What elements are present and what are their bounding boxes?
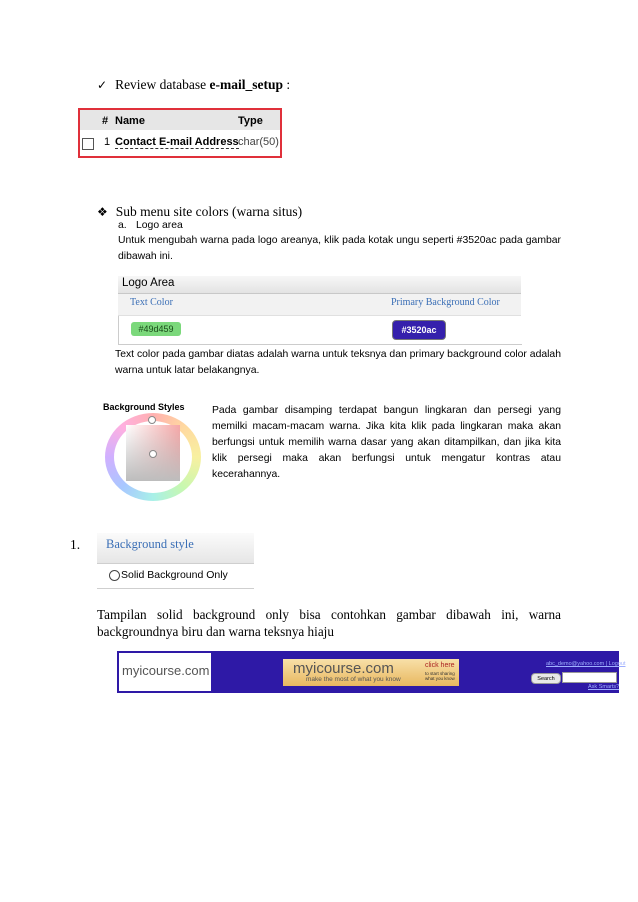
background-style-title: Background style — [106, 537, 194, 551]
solid-background-radio[interactable] — [109, 570, 120, 581]
text-color-swatch[interactable]: #49d459 — [131, 322, 181, 336]
background-styles-label: Background Styles — [103, 402, 185, 412]
ad-click-here[interactable]: click here — [425, 662, 455, 669]
bullet-review-suffix: : — [283, 77, 291, 92]
db-row-num: 1 — [104, 136, 111, 148]
logo-area-panel-header — [118, 276, 521, 294]
ad-click-subtext: to start sharing what you know — [425, 671, 455, 681]
background-styles-paragraph: Pada gambar disamping terdapat bangun lingkaran dan persegi yang memilki macam-macam warna. Jika kita klik pada lingkaran maka akan berfungsi untuk memilih warna dasar yang akan ditampilkan, dan jika kita klik persegi maka akan berfungsi untuk mengatur kontras atau kecerahannya. — [212, 405, 561, 480]
primary-bg-label: Primary Background Color — [391, 297, 500, 308]
db-col-num: # — [102, 115, 109, 127]
account-links[interactable]: abc_demo@yahoo.com | Logout — [546, 661, 626, 667]
bullet-review-text — [115, 77, 290, 93]
logo-area-panel-title: Logo Area — [122, 277, 175, 289]
bullet-review-prefix: Review database — [115, 77, 210, 92]
search-input[interactable] — [562, 672, 617, 683]
site-logo[interactable]: myicourse.com — [122, 663, 210, 678]
ad-title: myicourse.com — [293, 660, 394, 677]
checkmark-icon: ✓ — [97, 78, 108, 92]
bullet-site-colors-text: Sub menu site colors (warna situs) — [115, 204, 303, 219]
primary-bg-swatch[interactable]: #3520ac — [392, 320, 446, 340]
highlight-box — [78, 108, 282, 158]
bullet-site-colors — [97, 204, 302, 220]
bullet-review-database — [97, 77, 290, 93]
ask-smarts-link[interactable]: Ask Smarts? — [588, 684, 620, 690]
search-button[interactable]: Search — [531, 673, 561, 684]
diamond-bullet-icon: ❖ — [97, 205, 108, 219]
solid-background-label: Solid Background Only — [121, 569, 228, 581]
ad-subtitle: make the most of what you know — [306, 676, 401, 683]
item-label: Logo area — [136, 220, 183, 231]
bullet-review-bold: e-mail_setup — [209, 77, 284, 92]
solid-background-paragraph: Tampilan solid background only bisa contohkan gambar dibawah ini, warna backgroundnya biru dan warna teksnya hiaju — [97, 607, 561, 639]
db-row-name[interactable]: Contact E-mail Address — [115, 136, 239, 148]
db-row-type: char(50) — [238, 136, 279, 148]
text-color-label: Text Color — [130, 297, 173, 308]
logo-area-paragraph: Untuk mengubah warna pada logo areanya, klik pada kotak ungu seperti #3520ac pada gambar dibawah ini. — [118, 235, 561, 262]
db-col-type: Type — [238, 115, 263, 127]
logo-area-caption: Text color pada gambar diatas adalah warna untuk teksnya dan primary background color adalah warna untuk latar belakangnya. — [115, 349, 561, 376]
item-letter: a. — [118, 220, 127, 231]
hue-selector-handle[interactable] — [148, 416, 156, 424]
item-number: 1. — [70, 537, 81, 552]
shade-selector-handle[interactable] — [149, 450, 157, 458]
db-col-name: Name — [115, 115, 145, 127]
